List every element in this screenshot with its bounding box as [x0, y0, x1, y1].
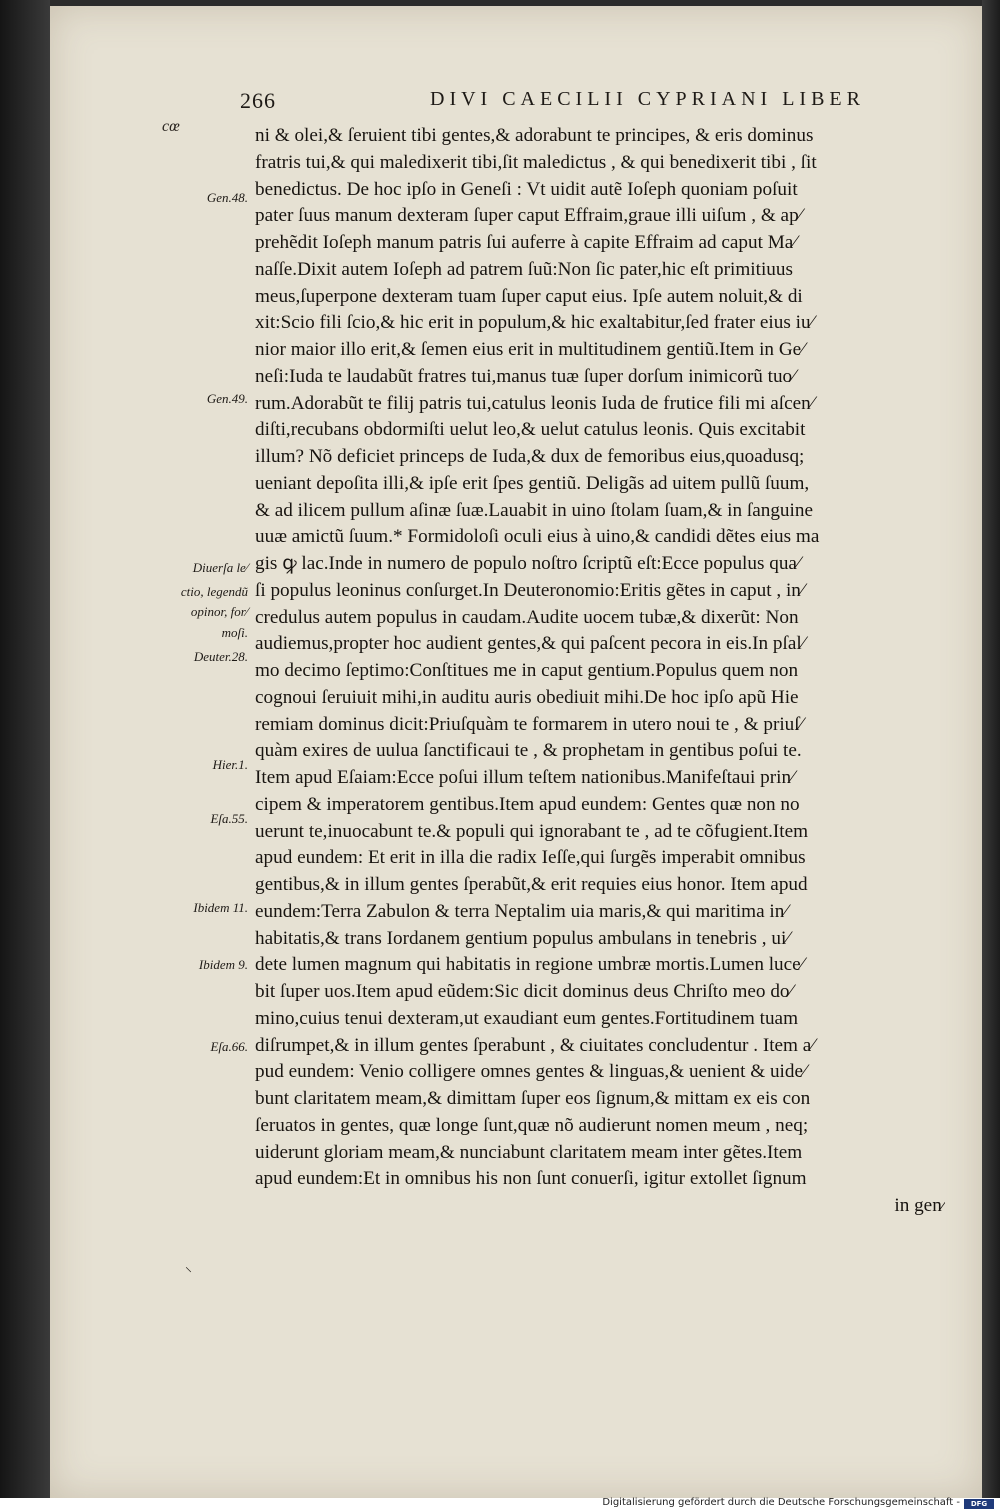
text-line: fratris tui,& qui maledixerit tibi,ſit maledictus , & qui benedixerit tibi , ſit — [255, 151, 817, 173]
text-line: ni & olei,& ſeruient tibi gentes,& adorabunt te principes, & eris dominus — [255, 125, 814, 146]
running-head — [240, 88, 940, 120]
text-line: xit:Scio fili ſcio,& hic erit in populum,& hic exaltabitur,ſed frater eius iu⁄ — [255, 312, 814, 334]
margin-reference: Hier.1. — [212, 757, 248, 772]
main-text — [255, 123, 945, 1220]
scan-left-edge — [0, 0, 50, 1498]
margin-reference: ctio, legendũ — [180, 584, 248, 599]
text-line: neſi:Iuda te laudabũt fratres tui,manus tuæ ſuper dorſum inimicorũ tuo⁄ — [255, 365, 796, 387]
margin-reference: Gen.49. — [206, 391, 248, 406]
margin-reference: Ibidem 11. — [193, 900, 248, 915]
text-line: uuæ amictũ ſuum.* Formidoloſi oculi eius à uino,& candidi dẽtes eius ma — [255, 526, 820, 548]
footer-bar — [0, 1498, 1000, 1511]
text-line: habitatis,& trans Iordanem gentium populus ambulans in tenebris , ui⁄ — [255, 927, 790, 949]
text-line: bunt claritatem meam,& dimittam ſuper eos ſignum,& mittam ex eis con — [255, 1088, 811, 1109]
text-line: mino,cuius tenui dexteram,ut exaudiant eum gentes.Fortitudinem tuam — [255, 1007, 798, 1029]
text-line: bit ſuper uos.Item apud eũdem:Sic dicit dominus deus Chriſto meo do⁄ — [255, 981, 793, 1002]
text-line: credulus autem populus in caudam.Audite uocem tubæ,& dixerũt: Non — [255, 606, 799, 628]
text-line: benedictus. De hoc ipſo in Geneſi : Vt uidit autẽ Ioſeph quoniam poſuit — [255, 178, 798, 200]
text-line: diſti,recubans obdormiſti uelut leo,& uelut catulus leonis. Quis excitabit — [255, 419, 806, 441]
text-line: ſi populus leoninus conſurget.In Deuteronomio:Eritis gẽtes in caput , in⁄ — [255, 579, 805, 601]
funding-credit: Digitalisierung gefördert durch die Deutsche Forschungsgemeinschaft - — [602, 1497, 960, 1508]
text-line: remiam dominus dicit:Priuſquàm te formarem in utero noui te , & priuſ⁄ — [255, 713, 803, 735]
text-line: rum.Adorabũt te filij patris tui,catulus leonis Iuda de frutice fili mi aſcen⁄ — [255, 392, 814, 414]
text-line: gentibus,& in illum gentes ſperabũt,& erit requies eius honor. Item apud — [255, 874, 808, 895]
text-line: eundem:Terra Zabulon & terra Neptalim uia maris,& qui maritima in⁄ — [255, 900, 788, 922]
text-line: uerunt te,inuocabunt te.& populi qui ignorabant te , ad te cõfugient.Item — [255, 820, 809, 842]
margin-tick-mark: ⸌ — [185, 1266, 192, 1281]
catchword: in gen⁄ — [894, 1195, 945, 1216]
margin-reference: Gen.48. — [206, 190, 248, 205]
scan-right-edge — [982, 0, 1000, 1498]
text-line: mo decimo ſeptimo:Conſtitues me in caput gentium.Populus quem non — [255, 660, 799, 681]
text-line: dete lumen magnum qui habitatis in regione umbræ mortis.Lumen luce⁄ — [255, 954, 804, 976]
text-line: ueniant depoſita illi,& ipſe erit ſpes gentiũ. Deligãs ad uitem pullũ ſuum, — [255, 472, 810, 494]
text-line: uiderunt gloriam meam,& nunciabunt claritatem meam inter gẽtes.Item — [255, 1141, 803, 1163]
text-line: pater ſuus manum dexteram ſuper caput Effraim,graue illi uiſum , & ap⁄ — [255, 205, 802, 227]
corner-mark: cœ — [162, 118, 180, 135]
text-line: naſſe.Dixit autem Ioſeph ad patrem ſuũ:Non ſic pater,hic eſt primitiuus — [255, 258, 793, 280]
text-line: illum? Nõ deficiet princeps de Iuda,& dux de femoribus eius,quoadusq; — [255, 446, 805, 467]
margin-reference: Eſa.66. — [210, 1039, 248, 1054]
dfg-logo: DFG — [964, 1499, 994, 1509]
text-line: diſrumpet,& in illum gentes ſperabunt , & ciuitates concludentur . Item a⁄ — [255, 1034, 815, 1056]
text-line: apud eundem:Et in omnibus his non ſunt conuerſi, igitur extollet ſignum — [255, 1168, 807, 1190]
text-line: quàm exires de uulua ſanctificaui te , & prophetam in gentibus poſui te. — [255, 740, 802, 762]
text-line: gis ꝙ lac.Inde in numero de populo noſtro ſcriptũ eſt:Ecce populus qua⁄ — [255, 553, 801, 574]
margin-reference: Deuter.28. — [193, 649, 248, 664]
text-line: Item apud Eſaiam:Ecce poſui illum teſtem nationibus.Manifeſtaui prin⁄ — [255, 767, 795, 788]
margin-reference: Diuerſa le⁄ — [192, 560, 248, 575]
text-line: prehẽdit Ioſeph manum patris ſui auferre à capite Effraim ad caput Ma⁄ — [255, 232, 797, 253]
text-line: & ad ilicem pullum aſinæ ſuæ.Lauabit in uino ſtolam ſuam,& in ſanguine — [255, 499, 813, 521]
text-line: cognoui ſeruiuit mihi,in auditu auris obediuit mihi.De hoc ipſo apũ Hie — [255, 686, 799, 708]
margin-reference: opinor, for⁄ — [190, 604, 248, 619]
text-line: pud eundem: Venio colligere omnes gentes & linguas,& uenient & uide⁄ — [255, 1061, 807, 1083]
text-line: audiemus,propter hoc audient gentes,& qui paſcent pecora in eis.In pſal⁄ — [255, 633, 805, 655]
margin-reference: Ibidem 9. — [198, 957, 248, 972]
text-line: cipem & imperatorem gentibus.Item apud eundem: Gentes quæ non no — [255, 793, 800, 815]
margin-reference: moſi. — [221, 625, 248, 640]
text-line: apud eundem: Et erit in illa die radix Ieſſe,qui ſurgẽs imperabit omnibus — [255, 847, 806, 869]
margin-reference: Eſa.55. — [210, 811, 248, 826]
text-line: ſeruatos in gentes, quæ longe ſunt,quæ nõ audierunt nomen meum , neq; — [255, 1114, 809, 1136]
text-line: meus,ſuperpone dexteram tuam ſuper caput eius. Ipſe autem noluit,& di — [255, 285, 803, 307]
running-title: DIVI CAECILII CYPRIANI LIBER — [430, 88, 865, 110]
text-line: nior maior illo erit,& ſemen eius erit in multitudinem gentiũ.Item in Ge⁄ — [255, 339, 805, 360]
page-number: 266 — [240, 88, 276, 113]
